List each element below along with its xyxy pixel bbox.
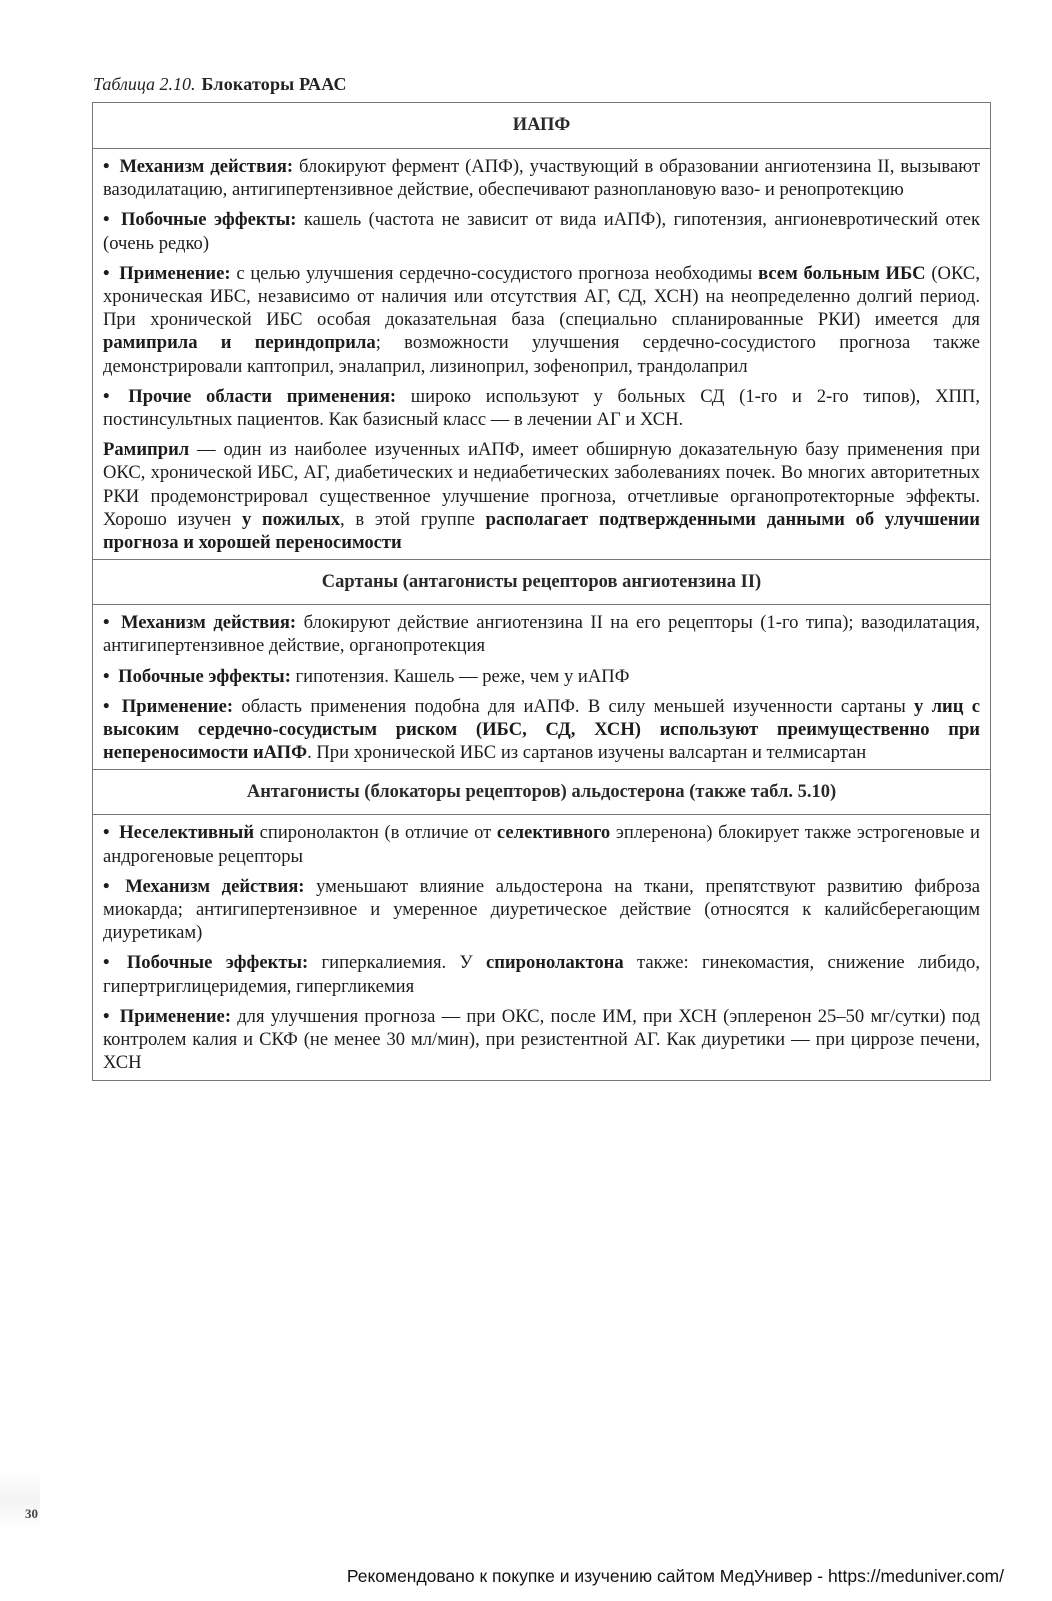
footer-recommendation: Рекомендовано к покупке и изучению сайтом МедУнивер - https://meduniver.com/ — [346, 1566, 1004, 1586]
bullet-marker: • — [103, 612, 117, 634]
section-paragraph — [103, 438, 980, 554]
caption-title: Блокаторы РААС — [201, 74, 347, 94]
section-body — [93, 149, 990, 559]
text-run: . При хронической ИБС из сартанов изучены валсартан и телмисартан — [307, 742, 867, 764]
section-paragraph — [103, 665, 980, 688]
table-caption — [93, 74, 347, 95]
bold-term: всем больным ИБС — [758, 262, 926, 284]
bold-term: Применение: — [119, 1005, 232, 1027]
text-run: , в этой группе — [340, 508, 486, 530]
bold-term: Побочные эффекты: — [120, 209, 297, 231]
section-paragraph — [103, 262, 980, 378]
bold-term: Побочные эффекты: — [118, 665, 291, 687]
bold-term: селективного — [496, 822, 611, 844]
text-run: уменьшают влияние альдостерона на ткани, препятствуют развитию фиброза миокарда; антигипертензивное и умеренное диуретическое действие (относятся к калийсберегающим диуретикам) — [103, 875, 980, 944]
bold-term: Неселективный — [119, 822, 255, 844]
section-paragraph — [103, 208, 980, 254]
text-run: широко используют у больных СД (1-го и 2-го типов), ХПП, постинсультных пациентов. Как базисный класс — в лечении АГ и ХСН. — [103, 385, 980, 431]
bold-term: Применение: — [119, 262, 231, 284]
bold-term: Механизм действия: — [121, 612, 297, 634]
text-run: гипотензия. Кашель — реже, чем у иАПФ — [290, 665, 630, 687]
bullet-marker: • — [103, 262, 116, 284]
bullet-marker: • — [103, 952, 123, 974]
bold-term: Рамиприл — [103, 439, 190, 461]
text-run: кашель (частота не зависит от вида иАПФ), гипотензия, ангионевротический отек (очень редко) — [103, 209, 980, 254]
bullet-marker: • — [103, 209, 117, 231]
section-paragraph — [103, 385, 980, 431]
section-paragraph — [103, 1005, 980, 1075]
caption-label: Таблица 2.10. — [93, 74, 196, 94]
text-run: — один из наиболее изученных иАПФ, имеет обширную доказательную базу применения при ОКС, хронической ИБС, АГ, диабетических и недиабетических заболеваниях почек. Во многих авторитетных РКИ продемонстрировал существенное улучшение прогноза, отчетливые органопротекторные эффекты. Хорошо изучен — [103, 439, 980, 530]
section-paragraph — [103, 875, 980, 945]
section-paragraph — [103, 951, 980, 997]
section-header: Сартаны (антагонисты рецепторов ангиотензина II) — [93, 559, 990, 605]
bullet-marker: • — [103, 822, 116, 844]
bullet-marker: • — [103, 665, 115, 687]
bold-term: у пожилых — [242, 508, 341, 530]
section-paragraph — [103, 155, 980, 201]
text-run: область применения подобна для иАПФ. В силу меньшей изученности сартаны — [233, 695, 915, 717]
bold-term: у лиц с высоким сердечно-сосудистым риском (ИБС, СД, ХСН) используют преимущественно при непереносимости иАПФ — [103, 695, 980, 764]
bold-term: располагает подтвержденными данными об улучшении прогноза и хорошей переносимости — [103, 508, 980, 554]
text-run: также: гинекомастия, снижение либидо, гипертриглицеридемия, гипергликемия — [103, 952, 980, 997]
text-run: с целью улучшения сердечно-сосудистого прогноза необходимы — [230, 262, 759, 284]
text-run: ; возможности улучшения сердечно-сосудистого прогноза также демонстрировали каптоприл, эналаприл, лизиноприл, зофеноприл, трандолаприл — [103, 332, 980, 377]
section-header: Антагонисты (блокаторы рецепторов) альдостерона (также табл. 5.10) — [93, 769, 990, 815]
section-body — [93, 605, 990, 769]
section-body — [93, 815, 990, 1079]
bullet-marker: • — [103, 385, 125, 407]
bold-term: Применение: — [121, 695, 234, 717]
bullet-marker: • — [103, 875, 122, 897]
text-run: для улучшения прогноза — при ОКС, после ИМ, при ХСН (эплеренон 25–50 мг/сутки) под контролем калия и СКФ (не менее 30 мл/мин), при резистентной АГ. Как диуретики — при циррозе печени, ХСН — [103, 1005, 980, 1074]
raas-blockers-table — [92, 102, 991, 1081]
bold-term: Побочные эффекты: — [126, 952, 309, 974]
section-header: ИАПФ — [93, 103, 990, 149]
text-run: спиронолактон (в отличие от — [254, 822, 497, 844]
page-number: 30 — [25, 1506, 38, 1521]
bold-term: спиронолактона — [485, 952, 624, 974]
text-run: блокируют фермент (АПФ), участвующий в образовании ангиотензина II, вызывают вазодилатацию, антигипертензивное действие, обеспечивают разноплановую вазо- и ренопротекцию — [103, 156, 980, 201]
bullet-marker: • — [103, 156, 116, 177]
bold-term: рамиприла и периндоприла — [103, 332, 376, 354]
section-paragraph — [103, 821, 980, 867]
section-paragraph — [103, 611, 980, 657]
bold-term: Механизм действия: — [125, 875, 305, 897]
bullet-marker: • — [103, 695, 118, 717]
bold-term: Механизм действия: — [119, 156, 294, 177]
text-run: эплеренона) блокирует также эстрогеновые и андрогеновые рецепторы — [103, 822, 980, 867]
text-run: (ОКС, хроническая ИБС, независимо от наличия или отсутствия АГ, СД, ХСН) на неопределенно долгий период. При хронической ИБС особая доказательная база (специально спланированные РКИ) имеется для — [103, 262, 980, 331]
section-paragraph — [103, 695, 980, 765]
text-run: блокируют действие ангиотензина II на его рецепторы (1-го типа); вазодилатация, антигипертензивное действие, органопротекция — [103, 612, 980, 657]
bullet-marker: • — [103, 1005, 116, 1027]
bold-term: Прочие области применения: — [128, 385, 397, 407]
text-run: гиперкалиемия. У — [308, 952, 486, 974]
